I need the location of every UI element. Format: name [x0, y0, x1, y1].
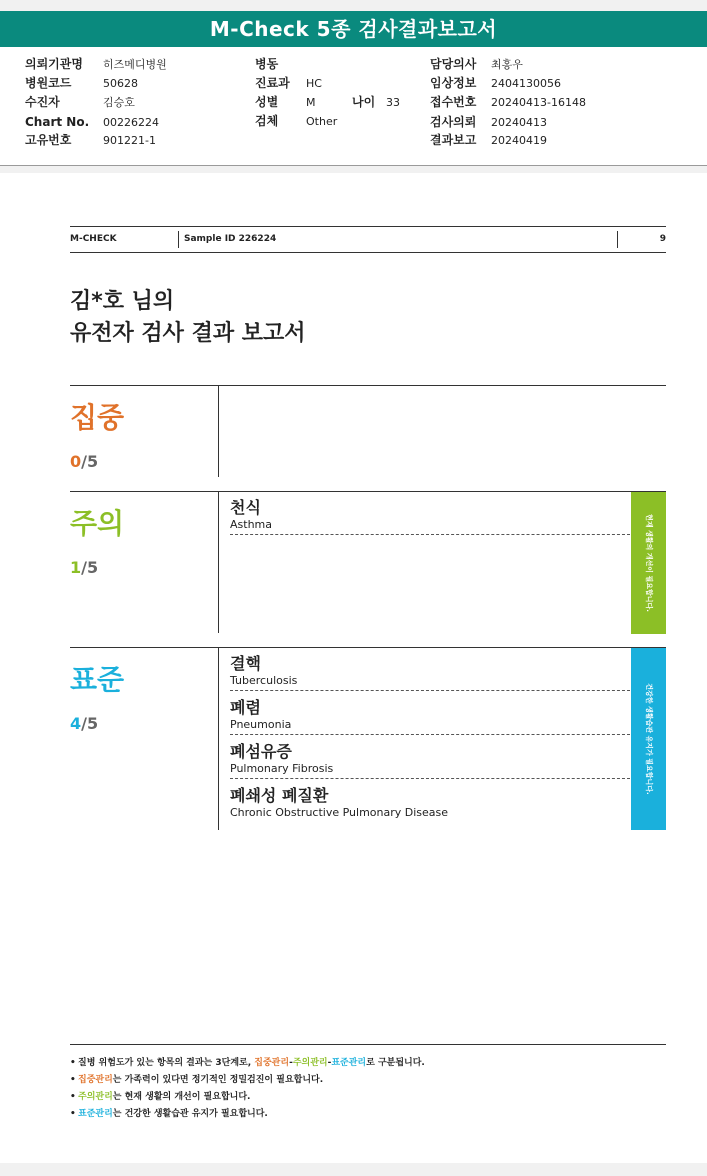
- sidebar-text: 현재 생활의 개선이 필요합니다.: [644, 514, 653, 612]
- page-number: 9: [659, 234, 666, 244]
- info-label: 진료과: [255, 76, 290, 90]
- info-institution: [25, 56, 167, 73]
- disease-name-en: Tuberculosis: [230, 674, 298, 687]
- section-focus: [70, 385, 666, 478]
- patient-info-header: [0, 47, 707, 166]
- count-total: /5: [81, 452, 99, 471]
- info-clinical: [430, 75, 561, 92]
- info-label: 나이: [352, 95, 376, 109]
- legend-line: [70, 1089, 666, 1106]
- info-value: 히즈메디병원: [103, 58, 167, 71]
- info-label: 성별: [255, 95, 279, 109]
- info-label: 수진자: [25, 95, 60, 109]
- count-value: 4: [70, 714, 82, 733]
- info-value: 33: [386, 96, 400, 109]
- bullet: •: [70, 1092, 76, 1102]
- disease-name-ko: 폐쇄성 폐질환: [230, 786, 329, 805]
- legend-notes: [70, 1044, 666, 1123]
- section-standard: [70, 647, 666, 831]
- report-heading-line1: 김*호 님의: [70, 289, 175, 314]
- legend-text: 로 구분됩니다.: [366, 1058, 425, 1068]
- section-label: 표준: [70, 663, 125, 696]
- report-title-bar: M-Check 5종 검사결과보고서: [0, 11, 707, 47]
- info-label: 임상정보: [430, 76, 477, 90]
- legend-sep: -: [327, 1058, 332, 1068]
- info-specimen: [255, 113, 337, 130]
- section-caution: [70, 491, 666, 634]
- info-label: 병동: [255, 57, 279, 71]
- count-value: 1: [70, 558, 82, 577]
- info-unique-no: [25, 132, 156, 149]
- legend-text: 질병 위험도가 있는 항목의 결과는 3단계로,: [78, 1058, 255, 1068]
- legend-line: [70, 1106, 666, 1123]
- legend-standard-term: 표준관리: [331, 1058, 367, 1068]
- info-test-request: [430, 114, 547, 131]
- divider: [218, 386, 219, 477]
- section-label: 주의: [70, 507, 125, 540]
- standard-sidebar: [631, 648, 666, 830]
- sidebar-text: 건강한 생활습관 유지가 필요합니다.: [644, 683, 653, 795]
- info-ward: [255, 56, 306, 73]
- disease-name-en: Chronic Obstructive Pulmonary Disease: [230, 806, 449, 819]
- info-value: 2404130056: [491, 77, 561, 90]
- info-value: 00226224: [103, 116, 159, 129]
- legend-text: 는 현재 생활의 개선이 필요합니다.: [112, 1092, 251, 1102]
- bullet: •: [70, 1075, 76, 1085]
- legend-caution-term: 주의관리: [292, 1058, 328, 1068]
- info-label: 병원코드: [25, 76, 72, 90]
- info-value: 20240413: [491, 116, 547, 129]
- info-label: 결과보고: [430, 133, 477, 147]
- disease-name-ko: 폐섬유증: [230, 742, 292, 761]
- divider: [218, 648, 219, 830]
- legend-standard-term: 표준관리: [78, 1109, 113, 1119]
- report-heading-line2: 유전자 검사 결과 보고서: [70, 321, 306, 346]
- divider: [218, 492, 219, 633]
- info-value: HC: [306, 77, 322, 90]
- disease-list: [230, 653, 630, 828]
- sample-id: Sample ID 226224: [184, 234, 277, 244]
- info-label: 고유번호: [25, 133, 72, 147]
- info-label: Chart No.: [25, 115, 90, 129]
- disease-name-en: Asthma: [230, 518, 272, 531]
- legend-text: 는 건강한 생활습관 유지가 필요합니다.: [112, 1109, 268, 1119]
- info-hospital-code: [25, 75, 138, 92]
- legend-sep: -: [289, 1058, 293, 1068]
- caution-sidebar: [631, 492, 666, 634]
- divider: [617, 231, 618, 248]
- disease-item-copd: [230, 785, 630, 822]
- info-age: [352, 94, 400, 111]
- report-heading: [70, 286, 306, 350]
- info-label: 의뢰기관명: [25, 57, 83, 71]
- section-count: [70, 714, 98, 733]
- info-patient: [25, 94, 135, 111]
- info-chart-no: [25, 114, 159, 131]
- info-value: 20240413-16148: [491, 96, 586, 109]
- section-count: [70, 558, 98, 577]
- disease-name-ko: 폐렴: [230, 698, 261, 717]
- disease-item-pulmonary-fibrosis: [230, 741, 630, 779]
- disease-item-pneumonia: [230, 697, 630, 735]
- disease-list: [230, 497, 630, 541]
- bullet: •: [70, 1109, 76, 1119]
- section-count: [70, 452, 98, 471]
- divider: [178, 231, 179, 248]
- bullet: •: [70, 1058, 76, 1068]
- legend-line: [70, 1055, 666, 1072]
- disease-name-en: Pulmonary Fibrosis: [230, 762, 334, 775]
- info-receipt-no: [430, 94, 586, 111]
- info-value: 50628: [103, 77, 138, 90]
- report-page: [0, 173, 707, 1163]
- count-value: 0: [70, 452, 82, 471]
- disease-item-tuberculosis: [230, 653, 630, 691]
- info-value: 최홍우: [491, 58, 523, 71]
- disease-name-ko: 천식: [230, 498, 261, 517]
- disease-name-en: Pneumonia: [230, 718, 292, 731]
- info-value: M: [306, 96, 316, 109]
- info-sex: [255, 94, 316, 111]
- legend-caution-term: 주의관리: [78, 1092, 113, 1102]
- legend-text: 는 가족력이 있다면 정기적인 정밀검진이 필요합니다.: [112, 1075, 324, 1085]
- info-label: 검체: [255, 114, 279, 128]
- info-value: Other: [306, 115, 338, 128]
- info-value: 901221-1: [103, 134, 156, 147]
- legend-focus-term: 집중관리: [78, 1075, 113, 1085]
- info-department: [255, 75, 322, 92]
- info-value: 김승호: [103, 96, 135, 109]
- info-result-report: [430, 132, 547, 149]
- section-label: 집중: [70, 401, 125, 434]
- running-header-brand: M-CHECK: [70, 234, 117, 244]
- legend-focus-term: 집중관리: [254, 1058, 290, 1068]
- count-total: /5: [81, 558, 99, 577]
- info-label: 검사의뢰: [430, 115, 477, 129]
- info-value: 20240419: [491, 134, 547, 147]
- info-doctor: [430, 56, 523, 73]
- running-header: [70, 226, 666, 253]
- info-label: 접수번호: [430, 95, 477, 109]
- disease-name-ko: 결핵: [230, 654, 261, 673]
- info-label: 담당의사: [430, 57, 477, 71]
- count-total: /5: [81, 714, 99, 733]
- legend-line: [70, 1072, 666, 1089]
- disease-item-asthma: [230, 497, 630, 535]
